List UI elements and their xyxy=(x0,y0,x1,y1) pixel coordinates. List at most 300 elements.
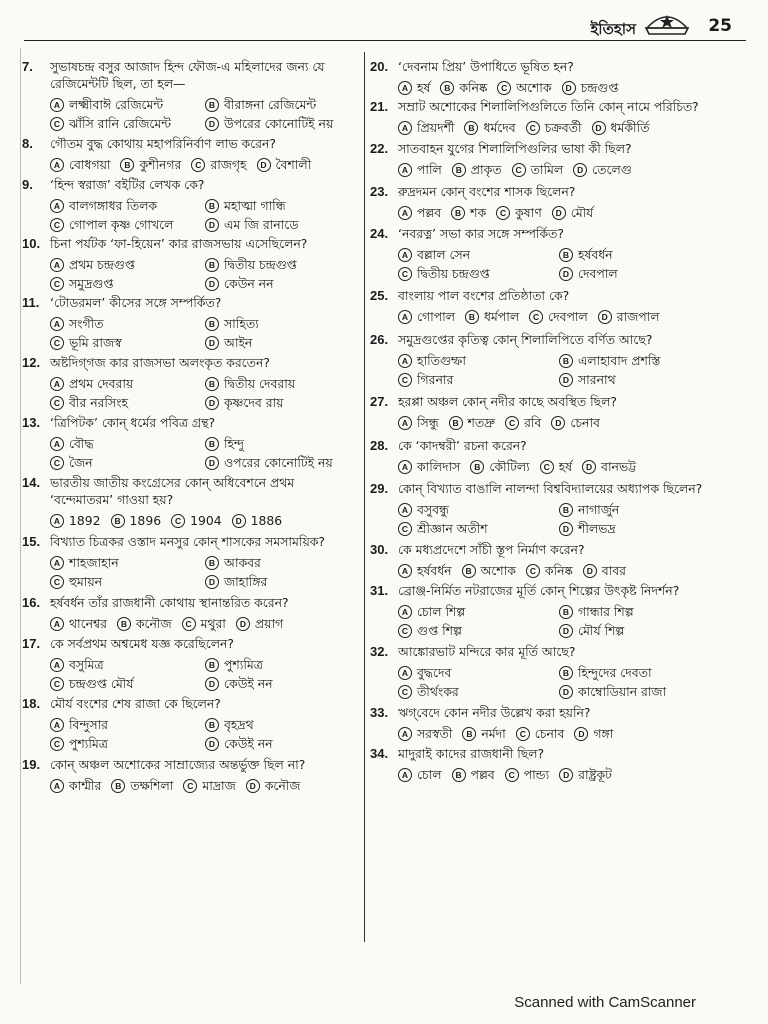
option-letter-circle: C xyxy=(398,624,412,638)
option-letter-circle: A xyxy=(398,768,412,782)
option-d xyxy=(257,155,312,174)
option-d xyxy=(205,274,360,293)
option-letter-circle: A xyxy=(50,437,64,451)
question-27 xyxy=(370,393,720,432)
option-letter-circle: A xyxy=(398,248,412,262)
option-text: শ্রীজ্ঞান অতীশ xyxy=(417,521,488,536)
option-c xyxy=(50,734,205,753)
option-list xyxy=(398,413,720,432)
question-24 xyxy=(370,225,720,283)
option-letter-circle: D xyxy=(232,514,246,528)
option-letter-circle: D xyxy=(257,158,271,172)
option-a xyxy=(50,374,205,393)
option-text: শতদ্রু xyxy=(467,415,496,430)
option-b xyxy=(465,307,519,326)
option-letter-circle: A xyxy=(50,98,64,112)
option-text: সরস্বতী xyxy=(417,726,453,741)
option-letter-circle: B xyxy=(117,617,131,631)
option-letter-circle: C xyxy=(512,163,526,177)
option-list xyxy=(398,118,720,137)
option-c xyxy=(398,682,559,701)
option-letter-circle: C xyxy=(505,768,519,782)
option-text: পুশ্যমিত্র xyxy=(69,736,108,751)
option-letter-circle: B xyxy=(205,556,219,570)
option-letter-circle: C xyxy=(183,779,197,793)
option-list xyxy=(398,351,720,389)
question-10 xyxy=(22,235,360,293)
option-letter-circle: D xyxy=(559,373,573,387)
option-list xyxy=(50,776,360,795)
option-text: হর্ষবর্ধন xyxy=(417,563,452,578)
option-letter-circle: C xyxy=(50,456,64,470)
option-letter-circle: D xyxy=(559,522,573,536)
option-letter-circle: C xyxy=(50,575,64,589)
option-letter-circle: B xyxy=(462,564,476,578)
option-d xyxy=(205,674,360,693)
option-list xyxy=(50,553,360,591)
option-letter-circle: B xyxy=(449,416,463,430)
option-letter-circle: C xyxy=(398,685,412,699)
option-letter-circle: B xyxy=(205,258,219,272)
option-a xyxy=(398,765,442,784)
option-d xyxy=(236,614,283,633)
question-number: 30. xyxy=(370,542,389,557)
option-a xyxy=(398,351,559,370)
option-c xyxy=(50,215,205,234)
option-text: বৈশালী xyxy=(275,157,312,172)
option-text: সারনাথ xyxy=(578,372,616,387)
option-text: শাহজাহান xyxy=(69,555,119,570)
question-31 xyxy=(370,582,720,640)
question-text: কে মধ্যপ্রদেশে সাঁচী স্তূপ নির্মাণ করেন? xyxy=(398,542,585,557)
option-d xyxy=(592,118,650,137)
option-text: কৃষ্ণদেব রায় xyxy=(224,395,284,410)
option-letter-circle: A xyxy=(398,310,412,324)
question-text: কোন্ বিখ্যাত বাঙালি নালন্দা বিশ্ববিদ্যালয়ের অধ্যাপক ছিলেন? xyxy=(398,481,703,496)
question-number: 8. xyxy=(22,136,33,151)
question-number: 25. xyxy=(370,288,389,303)
option-letter-circle: B xyxy=(205,98,219,112)
question-number: 21. xyxy=(370,99,389,114)
option-letter-circle: A xyxy=(50,779,64,793)
option-letter-circle: A xyxy=(50,658,64,672)
option-text: ঝাঁসি রানি রেজিমেন্ট xyxy=(69,116,172,131)
page-number: 25 xyxy=(708,16,732,36)
option-list xyxy=(398,245,720,283)
option-c xyxy=(398,370,559,389)
question-number: 33. xyxy=(370,705,389,720)
option-b xyxy=(559,245,720,264)
option-c xyxy=(516,724,565,743)
question-14 xyxy=(22,474,360,530)
option-letter-circle: B xyxy=(205,199,219,213)
question-number: 11. xyxy=(22,295,40,310)
option-d xyxy=(205,114,360,133)
option-b xyxy=(205,553,360,572)
option-d xyxy=(551,413,600,432)
option-letter-circle: D xyxy=(559,624,573,638)
option-d xyxy=(205,734,360,753)
option-c xyxy=(505,765,550,784)
option-letter-circle: C xyxy=(505,416,519,430)
question-number: 29. xyxy=(370,481,389,496)
question-text: হর্ষবর্ধন তাঁর রাজধানী কোথায় স্থানান্তরিত করেন? xyxy=(50,595,289,610)
option-list xyxy=(50,655,360,693)
option-text: চেনাব xyxy=(534,726,565,741)
question-number: 26. xyxy=(370,332,389,347)
option-letter-circle: D xyxy=(205,575,219,589)
question-number: 34. xyxy=(370,746,389,761)
option-text: কালিদাস xyxy=(417,459,461,474)
option-text: বানভট্ট xyxy=(601,459,636,474)
option-letter-circle: B xyxy=(559,248,573,262)
option-d xyxy=(582,457,636,476)
option-text: বৌদ্ধ xyxy=(69,436,94,451)
option-b xyxy=(117,614,172,633)
question-20 xyxy=(370,58,720,97)
option-letter-circle: C xyxy=(191,158,205,172)
option-a xyxy=(50,614,107,633)
police-cap-icon xyxy=(644,8,690,40)
option-d xyxy=(573,160,632,179)
option-text: থানেশ্বর xyxy=(69,616,107,631)
option-letter-circle: B xyxy=(111,779,125,793)
option-letter-circle: C xyxy=(50,336,64,350)
option-c xyxy=(50,274,205,293)
option-letter-circle: A xyxy=(398,206,412,220)
option-letter-circle: D xyxy=(205,117,219,131)
option-text: হর্ষ xyxy=(417,80,431,95)
option-text: চেনাব xyxy=(570,415,600,430)
option-c xyxy=(50,453,205,472)
option-letter-circle: A xyxy=(398,416,412,430)
option-letter-circle: C xyxy=(496,206,510,220)
question-15 xyxy=(22,533,360,591)
option-text: অশোক xyxy=(516,80,552,95)
option-text: কাশ্মীর xyxy=(69,778,102,793)
option-a xyxy=(398,602,559,621)
question-29 xyxy=(370,480,720,538)
option-a xyxy=(398,663,559,682)
option-letter-circle: A xyxy=(398,605,412,619)
option-d xyxy=(559,264,720,283)
question-8 xyxy=(22,135,360,174)
option-letter-circle: C xyxy=(398,373,412,387)
option-c xyxy=(50,572,205,591)
option-list xyxy=(50,95,360,133)
question-17 xyxy=(22,635,360,693)
question-number: 20. xyxy=(370,59,389,74)
option-b xyxy=(205,434,360,453)
option-letter-circle: D xyxy=(205,336,219,350)
option-d xyxy=(559,519,720,538)
option-text: এম জি রানাডে xyxy=(224,217,299,232)
option-text: গান্ধার শিল্প xyxy=(578,604,634,619)
option-d xyxy=(583,561,626,580)
option-list xyxy=(50,196,360,234)
question-32 xyxy=(370,643,720,701)
page-header xyxy=(24,6,746,46)
option-letter-circle: C xyxy=(50,117,64,131)
option-text: বীর নরসিংহ xyxy=(69,395,128,410)
option-text: প্রথম চন্দ্রগুপ্ত xyxy=(69,257,135,272)
option-text: গঙ্গা xyxy=(593,726,614,741)
option-list xyxy=(398,561,720,580)
option-list xyxy=(398,724,720,743)
subject-title: ইতিহাস xyxy=(590,20,636,38)
option-d xyxy=(559,765,612,784)
question-text: সম্রাট অশোকের শিলালিপিগুলিতে তিনি কোন্ নামে পরিচিত? xyxy=(398,99,699,114)
option-letter-circle: D xyxy=(205,396,219,410)
option-letter-circle: D xyxy=(205,218,219,232)
question-text: হরপ্পা অঞ্চল কোন্ নদীর কাছে অবস্থিত ছিল? xyxy=(398,394,617,409)
option-a xyxy=(50,553,205,572)
option-b xyxy=(559,351,720,370)
question-number: 13. xyxy=(22,415,41,430)
option-b xyxy=(462,561,516,580)
option-text: পান্ড্য xyxy=(523,767,550,782)
option-a xyxy=(50,314,205,333)
option-b xyxy=(449,413,496,432)
option-b xyxy=(205,95,360,114)
option-text: দ্বিতীয় দেবরায় xyxy=(224,376,296,391)
question-12 xyxy=(22,354,360,412)
option-text: তেলেগু xyxy=(592,162,632,177)
option-letter-circle: C xyxy=(171,514,185,528)
option-d xyxy=(246,776,301,795)
option-letter-circle: D xyxy=(559,685,573,699)
option-d xyxy=(552,203,594,222)
option-list xyxy=(50,155,360,174)
option-letter-circle: D xyxy=(236,617,250,631)
question-9 xyxy=(22,176,360,234)
option-list xyxy=(50,314,360,352)
option-a xyxy=(50,715,205,734)
question-text: রুদ্রদমন কোন্ বংশের শাসক ছিলেন? xyxy=(398,184,576,199)
option-text: সমুদ্রগুপ্ত xyxy=(69,276,114,291)
option-d xyxy=(559,621,720,640)
option-text: জাহাঙ্গির xyxy=(224,574,268,589)
option-text: হাতিগুম্ফা xyxy=(417,353,466,368)
question-text: বিখ্যাত চিত্রকর ওস্তাদ মনসুর কোন্ শাসকের সমসাময়িক? xyxy=(50,534,325,549)
option-text: রাজপাল xyxy=(616,309,660,324)
option-text: কুশীনগর xyxy=(139,157,182,172)
option-letter-circle: B xyxy=(451,206,465,220)
option-text: চন্দ্রগুপ্ত xyxy=(580,80,619,95)
question-number: 15. xyxy=(22,534,41,549)
question-number: 18. xyxy=(22,696,41,711)
option-text: উপরের কোনোটিই নয় xyxy=(224,116,334,131)
option-a xyxy=(398,413,439,432)
option-d xyxy=(232,511,283,530)
option-letter-circle: A xyxy=(50,556,64,570)
option-text: গুপ্ত শিল্প xyxy=(417,623,462,638)
option-a xyxy=(50,95,205,114)
option-text: সিন্ধু xyxy=(417,415,439,430)
option-list xyxy=(50,614,360,633)
option-list xyxy=(50,434,360,472)
option-letter-circle: B xyxy=(120,158,134,172)
option-letter-circle: C xyxy=(526,121,540,135)
option-letter-circle: B xyxy=(111,514,125,528)
question-number: 16. xyxy=(22,595,41,610)
option-letter-circle: D xyxy=(552,206,566,220)
option-list xyxy=(398,663,720,701)
option-letter-circle: A xyxy=(50,317,64,331)
option-b xyxy=(205,314,360,333)
option-letter-circle: B xyxy=(559,354,573,368)
question-text: ‘টোডরমল’ কীসের সঙ্গে সম্পর্কিত? xyxy=(50,295,222,310)
option-text: কনিষ্ক xyxy=(544,563,573,578)
option-text: চোল xyxy=(417,767,442,782)
option-b xyxy=(205,374,360,393)
option-c xyxy=(398,621,559,640)
option-letter-circle: A xyxy=(50,514,64,528)
option-text: ভূমি রাজস্ব xyxy=(69,335,122,350)
option-letter-circle: B xyxy=(205,317,219,331)
option-letter-circle: A xyxy=(398,666,412,680)
option-a xyxy=(398,307,455,326)
option-b xyxy=(205,196,360,215)
option-text: প্রাকৃত xyxy=(470,162,502,177)
option-b xyxy=(451,203,486,222)
option-list xyxy=(50,715,360,753)
question-text: কে সর্বপ্রথম অশ্বমেধ যজ্ঞ করেছিলেন? xyxy=(50,636,234,651)
option-letter-circle: A xyxy=(398,727,412,741)
option-d xyxy=(598,307,660,326)
option-letter-circle: D xyxy=(205,677,219,691)
option-b xyxy=(559,663,720,682)
option-b xyxy=(452,765,495,784)
option-text: দ্বিতীয় চন্দ্রগুপ্ত xyxy=(417,266,490,281)
option-text: দেবপাল xyxy=(548,309,588,324)
option-text: চন্দ্রগুপ্ত মৌর্য xyxy=(69,676,134,691)
question-16 xyxy=(22,594,360,633)
option-c xyxy=(540,457,572,476)
option-letter-circle: A xyxy=(398,564,412,578)
option-text: 1904 xyxy=(190,513,222,528)
option-text: রাজগৃহ xyxy=(210,157,247,172)
option-text: মৌর্য xyxy=(570,205,594,220)
option-letter-circle: B xyxy=(205,437,219,451)
option-text: গোপাল কৃষ্ণ গোখলে xyxy=(69,217,174,232)
option-text: বসুমিত্র xyxy=(69,657,104,672)
option-text: বুদ্ধদেব xyxy=(417,665,452,680)
option-letter-circle: C xyxy=(50,218,64,232)
option-letter-circle: C xyxy=(529,310,543,324)
scanner-watermark: Scanned with CamScanner xyxy=(514,994,696,1011)
option-list xyxy=(398,457,720,476)
option-text: 1886 xyxy=(250,513,283,528)
option-letter-circle: D xyxy=(559,267,573,281)
option-text: মাদ্রাজ xyxy=(202,778,236,793)
question-text: ‘ত্রিপিটক’ কোন্ ধর্মের পবিত্র গ্রন্থ? xyxy=(50,415,216,430)
option-c xyxy=(398,519,559,538)
question-11 xyxy=(22,294,360,352)
option-b xyxy=(205,255,360,274)
option-d xyxy=(205,393,360,412)
header-rule xyxy=(24,40,746,41)
option-letter-circle: D xyxy=(573,163,587,177)
option-text: কেউন নন xyxy=(224,276,274,291)
option-letter-circle: A xyxy=(50,718,64,732)
question-text: আঙ্কোরভাট মন্দিরে কার মূর্তি আছে? xyxy=(398,644,576,659)
option-text: পল্লব xyxy=(470,767,495,782)
option-text: কৌটিল্য xyxy=(489,459,530,474)
option-letter-circle: A xyxy=(398,460,412,474)
option-text: মহাত্মা গান্ধি xyxy=(224,198,286,213)
option-a xyxy=(50,511,101,530)
option-text: চক্রবর্তী xyxy=(544,120,582,135)
option-text: জৈন xyxy=(69,455,93,470)
option-a xyxy=(398,78,430,97)
option-text: হিন্দুদের দেবতা xyxy=(578,665,652,680)
option-b xyxy=(464,118,515,137)
question-number: 17. xyxy=(22,636,41,651)
option-d xyxy=(574,724,613,743)
question-19 xyxy=(22,756,360,795)
option-list xyxy=(398,307,720,326)
option-a xyxy=(50,434,205,453)
option-text: সাহিত্য xyxy=(224,316,259,331)
option-text: কেউই নন xyxy=(224,676,273,691)
option-letter-circle: A xyxy=(50,258,64,272)
option-letter-circle: A xyxy=(50,617,64,631)
option-text: বৃহদ্রথ xyxy=(224,717,254,732)
option-c xyxy=(50,674,205,693)
option-c xyxy=(50,333,205,352)
option-text: বোধগয়া xyxy=(69,157,111,172)
option-letter-circle: D xyxy=(582,460,596,474)
option-letter-circle: B xyxy=(464,121,478,135)
option-text: ধর্মদেব xyxy=(483,120,516,135)
option-text: শক xyxy=(470,205,487,220)
option-text: কুষাণ xyxy=(515,205,542,220)
question-number: 23. xyxy=(370,184,389,199)
column-divider xyxy=(364,52,365,942)
option-c xyxy=(497,78,551,97)
option-d xyxy=(205,453,360,472)
option-text: বীরাঙ্গনা রেজিমেন্ট xyxy=(224,97,317,112)
option-letter-circle: A xyxy=(398,163,412,177)
option-c xyxy=(50,114,205,133)
option-letter-circle: A xyxy=(50,199,64,213)
option-letter-circle: D xyxy=(592,121,606,135)
option-letter-circle: B xyxy=(462,727,476,741)
option-text: প্রথম দেবরায় xyxy=(69,376,134,391)
option-text: তক্ষশিলা xyxy=(130,778,174,793)
option-a xyxy=(398,561,452,580)
question-number: 7. xyxy=(22,59,33,74)
option-letter-circle: C xyxy=(50,396,64,410)
option-letter-circle: C xyxy=(398,267,412,281)
option-c xyxy=(526,561,573,580)
question-number: 10. xyxy=(22,236,41,251)
question-number: 19. xyxy=(22,757,41,772)
option-a xyxy=(398,724,452,743)
option-c xyxy=(496,203,542,222)
option-letter-circle: C xyxy=(540,460,554,474)
option-b xyxy=(559,500,720,519)
option-text: গোপাল xyxy=(417,309,455,324)
option-d xyxy=(562,78,619,97)
option-a xyxy=(50,255,205,274)
option-letter-circle: A xyxy=(398,121,412,135)
option-letter-circle: A xyxy=(50,158,64,172)
option-a xyxy=(398,203,441,222)
option-b xyxy=(462,724,505,743)
option-a xyxy=(50,155,110,174)
